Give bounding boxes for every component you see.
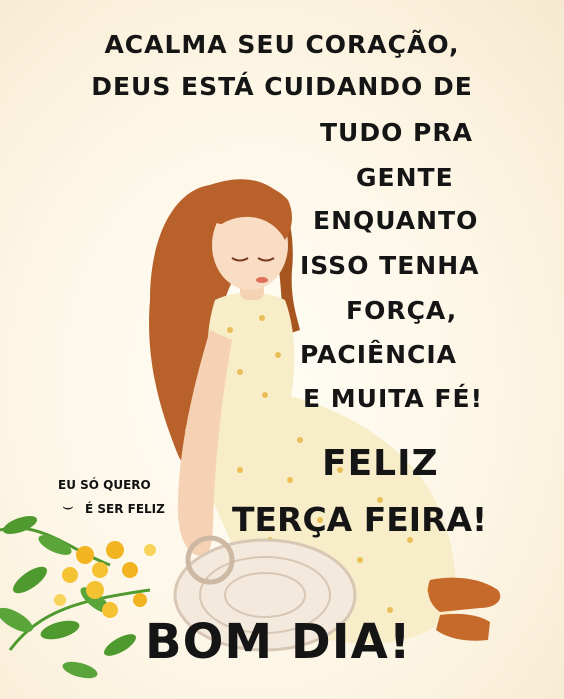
message-column-7: E MUITA FÉ! — [303, 384, 483, 413]
watermark — [48, 478, 188, 522]
message-column-5: FORÇA, — [346, 296, 458, 325]
bom-dia-heading: BOM DIA! — [145, 614, 412, 670]
shoe — [428, 578, 500, 612]
watermark-line-1: EU SÓ QUERO — [58, 478, 151, 492]
smile-icon: ⌣ — [62, 496, 74, 517]
flowers — [0, 512, 156, 681]
message-column-4: ISSO TENHA — [300, 251, 480, 280]
day-heading: TERÇA FEIRA! — [232, 500, 488, 539]
watermark-line-2: É SER FELIZ — [85, 502, 165, 516]
message-column-3: ENQUANTO — [313, 206, 479, 235]
message-column-1: TUDO PRA — [320, 118, 473, 147]
feliz-heading: FELIZ — [322, 443, 439, 484]
message-column-6: PACIÊNCIA — [300, 340, 458, 369]
message-line-2: DEUS ESTÁ CUIDANDO DE — [91, 72, 473, 101]
message-line-1: ACALMA SEU CORAÇÃO, — [104, 30, 460, 59]
message-column-2: GENTE — [356, 163, 454, 192]
